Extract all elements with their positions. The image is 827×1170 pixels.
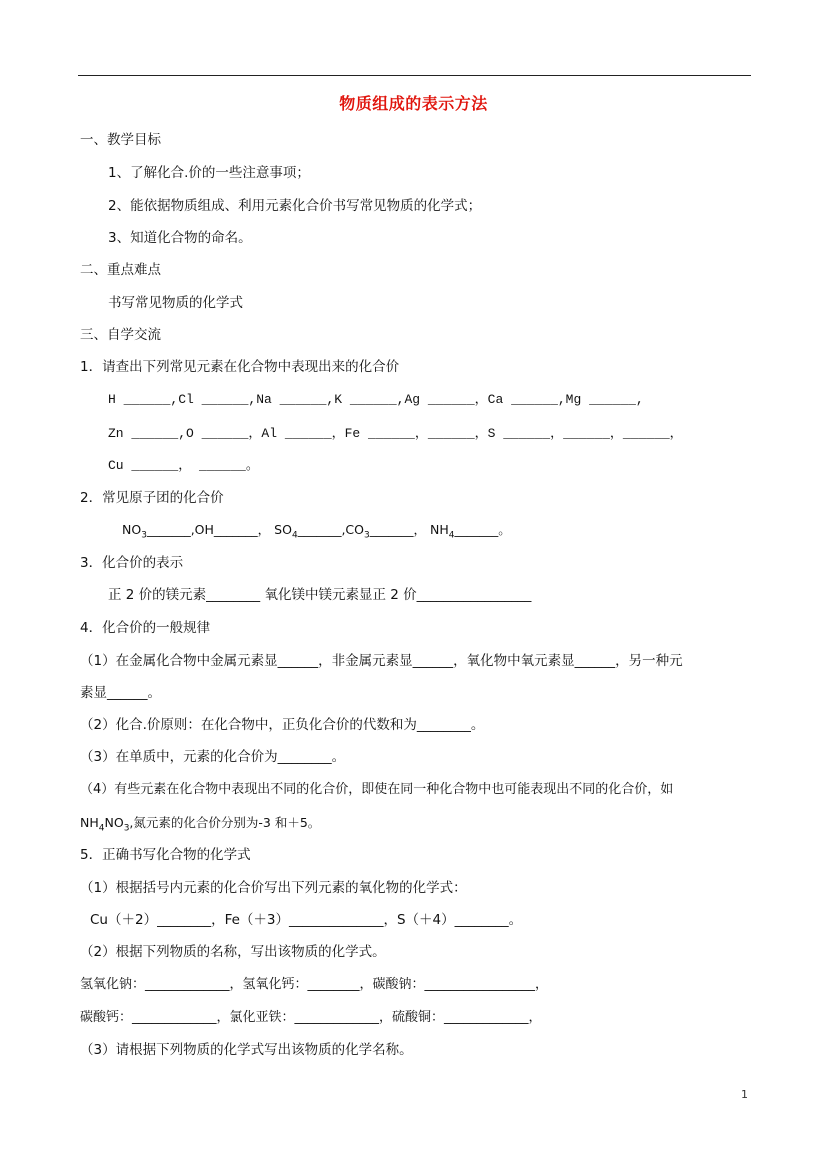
radical-nh4: $NH_4\_\_\_\_\_\_\_$。 <box>429 522 511 541</box>
q4-p4-line1: （4）有些元素在化合物中表现出不同的化合价，即使在同一种化合物中也可能表现出不同的化合价，如 <box>80 782 674 797</box>
q5-p1-row: Cu（＋2）________，Fe（＋3）______________，S（＋4）________。 <box>90 912 523 928</box>
q5-p2: （2）根据下列物质的名称，写出该物质的化学式。 <box>80 944 386 960</box>
radical-no3: $NO_3\_\_\_\_\_\_\_$, <box>122 522 195 541</box>
q1-row-3: Cu ______， ______。 <box>108 458 259 473</box>
q5-p2-row-1: 氢氧化钠：_____________，氢氧化钙：________，碳酸钠：_________________， <box>80 977 549 992</box>
section-2-heading: 二、重点难点 <box>80 262 161 278</box>
header-rule <box>78 75 751 76</box>
radical-co3: $CO_3\_\_\_\_\_\_\_$， <box>345 522 426 541</box>
q2-radicals <box>122 520 511 546</box>
q4-p2: （2）化合.价原则：在化合物中，正负化合价的代数和为________。 <box>80 717 485 733</box>
q1-row-2: Zn ______,O ______，Al ______，Fe ______，______，S ______，______，______， <box>108 426 683 441</box>
objective-2: 2、能依据物质组成、利用元素化合价书写常见物质的化学式； <box>108 198 482 214</box>
section-2-body: 书写常见物质的化学式 <box>108 295 243 311</box>
q3-body: 正 2 价的镁元素________ 氧化镁中镁元素显正 2 价_________________ <box>108 587 532 603</box>
objective-3: 3、知道化合物的命名。 <box>108 230 252 246</box>
q4-p3: （3）在单质中，元素的化合价为________。 <box>80 749 346 765</box>
q4-p4-line2: $NH_4NO_3$,氮元素的化合价分别为-3 和＋5。 <box>80 815 321 834</box>
q5-p3: （3）请根据下列物质的化学式写出该物质的化学名称。 <box>80 1042 413 1058</box>
radical-oh: OH_______， <box>194 522 271 537</box>
q3-heading: 3．化合价的表示 <box>80 555 184 571</box>
objective-1: 1、了解化合.价的一些注意事项； <box>108 165 310 181</box>
q4-p1-line1: （1）在金属化合物中金属元素显______，非金属元素显______，氧化物中氧元素显______，另一种元 <box>80 653 683 669</box>
q2-heading: 2．常见原子团的化合价 <box>80 490 224 506</box>
q5-heading: 5．正确书写化合物的化学式 <box>80 847 251 863</box>
q1-heading: 1．请查出下列常见元素在化合物中表现出来的化合价 <box>80 359 400 375</box>
section-3-heading: 三、自学交流 <box>80 327 161 343</box>
section-1-heading: 一、教学目标 <box>80 132 161 148</box>
page-title: 物质组成的表示方法 <box>339 94 488 113</box>
page-number: 1 <box>741 1088 748 1101</box>
q5-p2-row-2: 碳酸钙：_____________，氯化亚铁：_____________，硫酸铜：_____________， <box>80 1010 542 1025</box>
q4-heading: 4．化合价的一般规律 <box>80 620 211 636</box>
q1-row-1: H ______,Cl ______,Na ______,K ______,Ag ______，Ca ______,Mg ______, <box>108 392 644 407</box>
q4-p1-line2: 素显______。 <box>80 685 161 701</box>
q5-p1: （1）根据括号内元素的化合价写出下列元素的氧化物的化学式： <box>80 880 467 896</box>
radical-so4: $SO_4\_\_\_\_\_\_\_$, <box>274 522 346 541</box>
